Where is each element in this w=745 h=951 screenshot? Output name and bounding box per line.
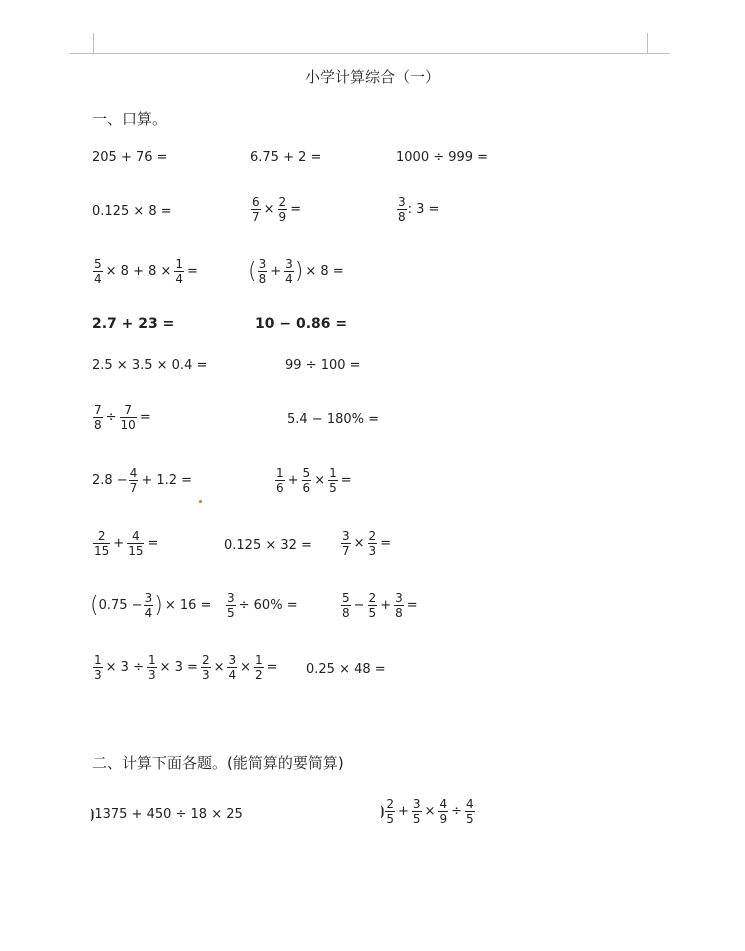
fraction: 2 5 — [386, 797, 394, 826]
problem-5-1: 2.5 × 3.5 × 0.4 = — [92, 358, 208, 373]
problem-1-1: 205 + 76 = — [92, 150, 168, 165]
fraction: 2 15 — [94, 529, 110, 558]
problem-2-3: 3 8 : 3 = — [398, 195, 440, 224]
problem-1-3: 1000 ÷ 999 = — [396, 150, 489, 165]
section-1-heading: 一、口算。 — [92, 110, 168, 128]
problem-7-1: 2.8 − $\frac{4}{7}$ + 1.2 = — [92, 466, 193, 495]
fraction: $\frac{3}{5}$ — [412, 797, 421, 826]
problem-10-1: $\frac{1}{3}$ × 3 ÷ $\frac{1}{3}$ × 3 = $\frac{2}{3}$ × $\frac{3}{4}$ × $\frac{1}{2}$ = — [94, 653, 278, 682]
fraction: $\frac{3}{5}$ — [227, 591, 235, 620]
problem-8-1: 2 15 + $\frac{4}{15}$ = — [94, 529, 159, 558]
margin-mark-left — [93, 33, 94, 53]
fraction: $\frac{5}{6}$ — [302, 466, 311, 495]
fraction: 3 8 — [258, 257, 267, 286]
fraction: $\frac{3}{4}$ — [285, 257, 293, 286]
fraction: $\frac{1}{3}$ — [94, 653, 102, 682]
calc-problem-2: ⦘ 2 5 + $\frac{3}{5}$ × $\frac{4}{9}$ ÷ $\frac{4}{5}$ — [380, 797, 474, 826]
fraction: 3 8 — [398, 195, 406, 224]
fraction: $\frac{2}{3}$ — [368, 529, 377, 558]
fraction: $\frac{1}{3}$ — [147, 653, 156, 682]
fraction: $\frac{7}{10}$ — [120, 403, 136, 432]
fraction: $\frac{1}{5}$ — [329, 466, 337, 495]
margin-mark-right — [647, 33, 648, 53]
problem-8-2: 0.125 × 32 = — [224, 538, 312, 553]
fraction: $\frac{3}{4}$ — [228, 653, 237, 682]
fraction: $\frac{7}{8}$ — [94, 403, 102, 432]
problem-6-2: 5.4 − 180% = — [287, 412, 380, 427]
fraction: $\frac{6}{7}$ — [252, 195, 260, 224]
calc-problem-1: ⦘1375 + 450 ÷ 18 × 25 — [90, 807, 243, 822]
fraction: $\frac{4}{7}$ — [129, 466, 138, 495]
fraction: $\frac{2}{5}$ — [368, 591, 377, 620]
fraction: $\frac{2}{3}$ — [201, 653, 210, 682]
problem-5-2: 99 ÷ 100 = — [285, 358, 361, 373]
fraction: 1 6 — [276, 466, 284, 495]
problem-2-2: $\frac{6}{7}$ × $\frac{2}{9}$ = — [252, 195, 302, 224]
header-line — [70, 53, 670, 54]
section-2-heading: 二、计算下面各题。(能简算的要简算) — [92, 754, 344, 772]
fraction: $\frac{5}{4}$ — [94, 257, 102, 286]
fraction: $\frac{3}{4}$ — [144, 591, 153, 620]
fraction: 5 8 — [342, 591, 350, 620]
problem-9-3: 5 8 − $\frac{2}{5}$ + $\frac{3}{8}$ = — [342, 591, 418, 620]
problem-4-1: 2.7 + 23 = — [92, 316, 175, 332]
fraction: $\frac{2}{9}$ — [278, 195, 287, 224]
fraction: $\frac{4}{15}$ — [128, 529, 144, 558]
problem-4-2: 10 − 0.86 = — [255, 316, 348, 332]
problem-10-2: 0.25 × 48 = — [306, 662, 386, 677]
fraction: $\frac{1}{4}$ — [175, 257, 184, 286]
problem-9-2: $\frac{3}{5}$ ÷ 60% = — [227, 591, 298, 620]
stray-mark — [199, 500, 202, 503]
problem-9-1: ( 0.75 − $\frac{3}{4}$ ) × 16 = — [90, 591, 212, 620]
problem-1-2: 6.75 + 2 = — [250, 150, 322, 165]
problem-3-1: $\frac{5}{4}$ × 8 + 8 × $\frac{1}{4}$ = — [94, 257, 198, 286]
page-title: 小学计算综合（一） — [304, 68, 440, 86]
fraction: $\frac{3}{7}$ — [342, 529, 350, 558]
fraction: $\frac{4}{9}$ — [439, 797, 448, 826]
fraction: $\frac{3}{8}$ — [395, 591, 403, 620]
problem-6-1: $\frac{7}{8}$ ÷ $\frac{7}{10}$ = — [94, 403, 151, 432]
problem-7-2: 1 6 + $\frac{5}{6}$ × $\frac{1}{5}$ = — [276, 466, 352, 495]
problem-8-3: $\frac{3}{7}$ × $\frac{2}{3}$ = — [342, 529, 392, 558]
problem-3-2: ( 3 8 + $\frac{3}{4}$ ) × 8 = — [248, 257, 344, 286]
fraction: $\frac{1}{2}$ — [255, 653, 263, 682]
problem-2-1: 0.125 × 8 = — [92, 204, 172, 219]
fraction: $\frac{4}{5}$ — [465, 797, 474, 826]
